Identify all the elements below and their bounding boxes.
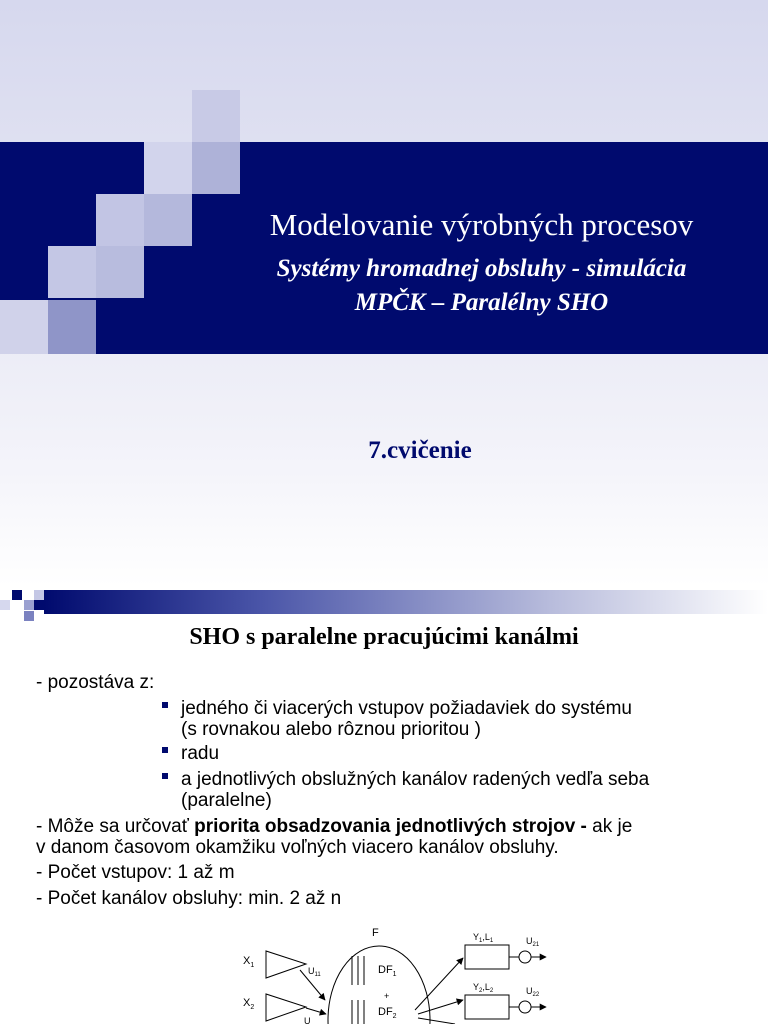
input-arrow-2 — [306, 1008, 326, 1014]
section-heading: SHO s paralelne pracujúcimi kanálmi — [189, 624, 579, 650]
u21-label: $U_{21}$ — [526, 936, 540, 948]
df1-label: $DF_1$ — [378, 964, 397, 978]
x1-label: $X_1$ — [243, 955, 255, 969]
df2-label: $DF_2$ — [378, 1006, 397, 1020]
output-node-1 — [519, 951, 531, 963]
bullet-3-line-1: a jednotlivých obslužných kanálov radených vedľa seba — [181, 769, 650, 790]
bullet-1-line-2: (s rovnakou alebo rôznou prioritou ) — [181, 719, 481, 740]
intro-text: - pozostáva z: — [36, 672, 155, 693]
u12-label: U — [304, 1016, 311, 1024]
priority-pre: - Môže sa určovať — [36, 816, 195, 837]
output-arrow-2 — [418, 1000, 463, 1014]
diagram-label-f: F — [372, 927, 379, 939]
slide-title: Modelovanie výrobných procesov — [269, 207, 694, 242]
u22-label: $U_{22}$ — [526, 986, 540, 998]
priority-bold: priorita obsadzovania jednotlivých strojov - — [194, 816, 587, 837]
bullet-3-line-2: (paralelne) — [181, 790, 272, 811]
priority-post: ak je — [586, 816, 633, 837]
input-queue-2 — [266, 994, 306, 1021]
plus-sign: + — [384, 991, 390, 1001]
output-arrow-3 — [418, 1018, 455, 1024]
output-node-2 — [519, 1001, 531, 1013]
exercise-number: 7.cvičenie — [368, 437, 472, 464]
y1-l1-label: $Y_1,L_1$ — [473, 932, 494, 944]
bullet-2-line-1: radu — [181, 743, 220, 764]
x2-label: $X_2$ — [243, 997, 255, 1011]
slide-subtitle-2: MPČK – Paralélny SHO — [354, 289, 609, 316]
priority-line-2: v danom časovom okamžiku voľných viacero kanálov obsluhy. — [36, 837, 559, 858]
slide-subtitle-1: Systémy hromadnej obsluhy - simulácia — [276, 255, 687, 282]
inputs-count: - Počet vstupov: 1 až m — [36, 862, 235, 883]
y2-l2-label: $Y_2,L_2$ — [473, 982, 494, 994]
input-queue-1 — [266, 951, 306, 978]
u11-label: $U_{11}$ — [308, 966, 321, 978]
bullet-1-line-1: jedného či viacerých vstupov požiadaviek do systému — [181, 698, 632, 719]
channels-count: - Počet kanálov obsluhy: min. 2 až n — [36, 888, 342, 909]
output-channel-1 — [465, 945, 509, 969]
output-channel-2 — [465, 995, 509, 1019]
